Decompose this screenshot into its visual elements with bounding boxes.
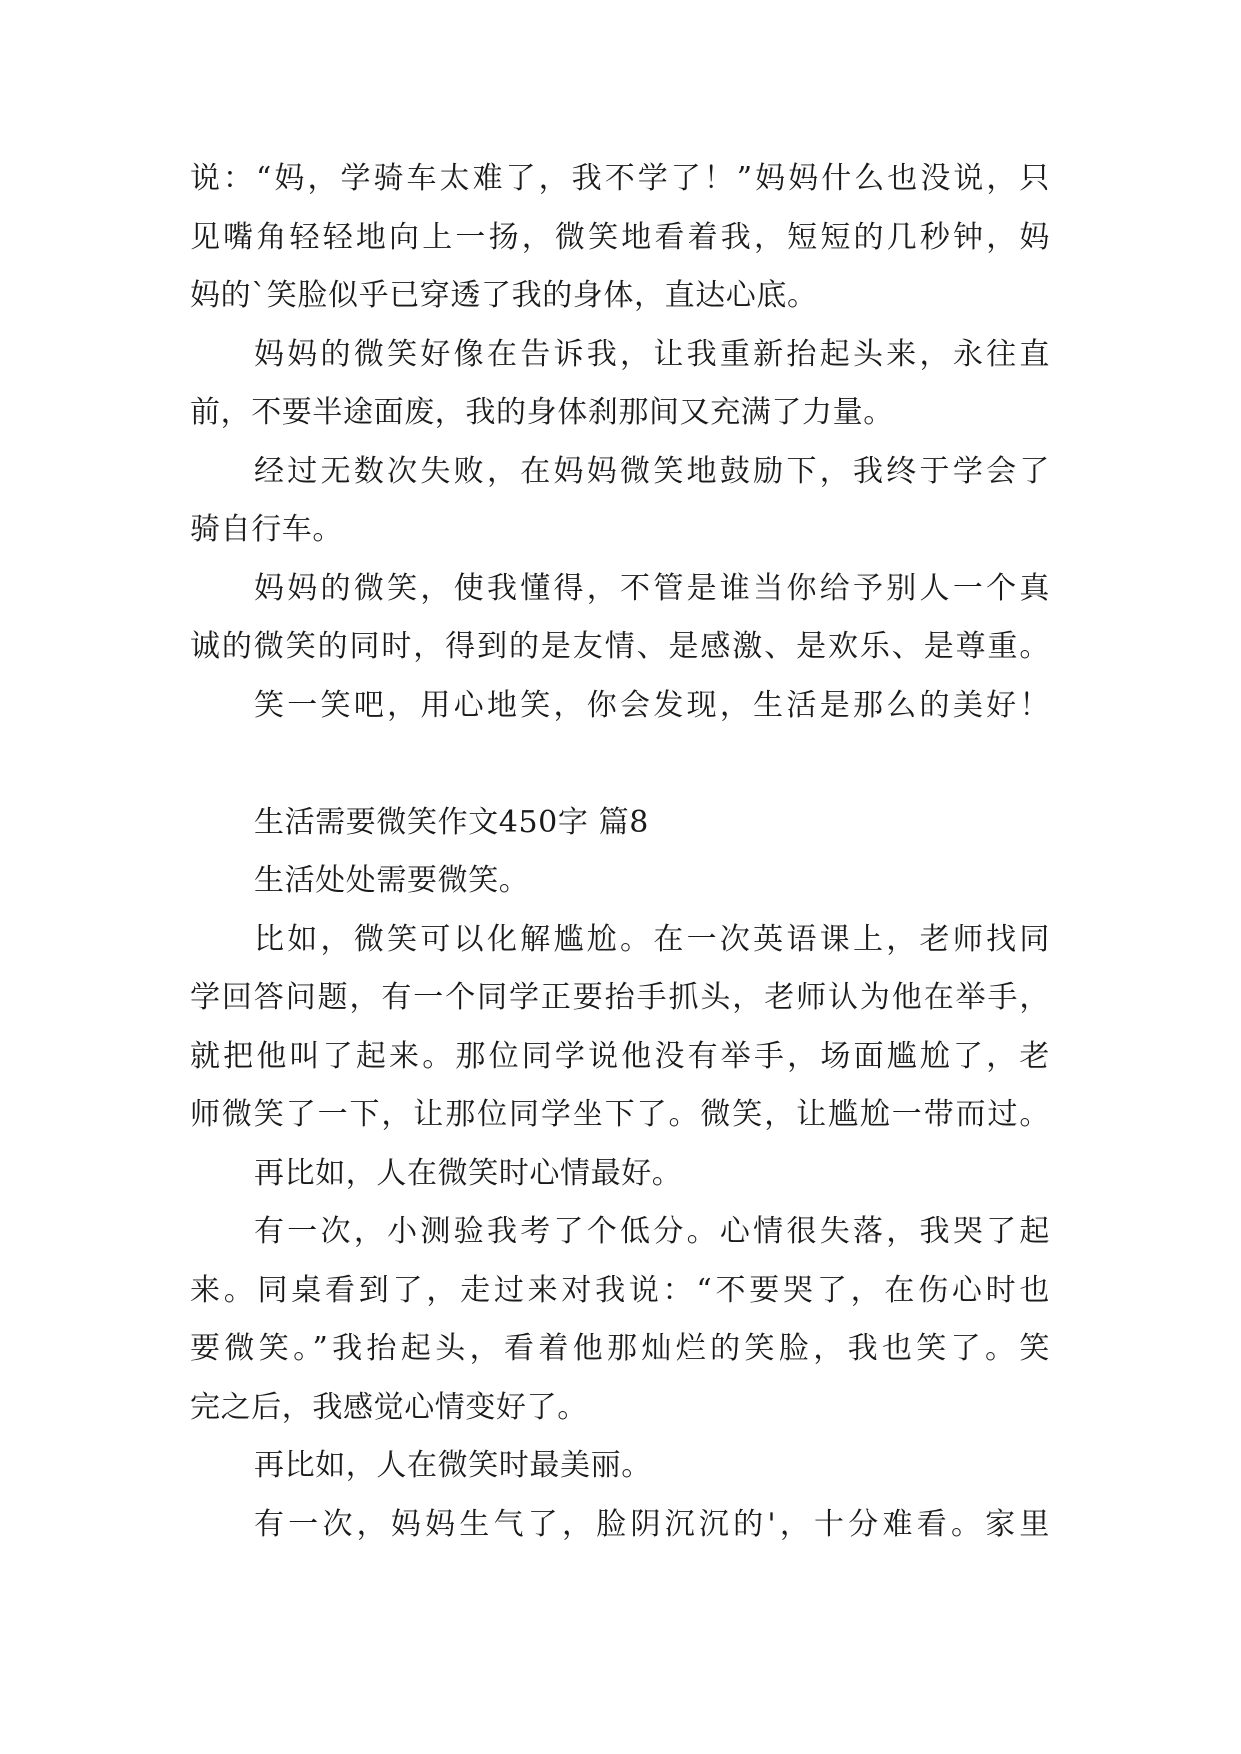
text-line: 诚的微笑的同时，得到的是友情、是感激、是欢乐、是尊重。 [190,629,1050,664]
document-page [190,150,1050,1554]
section-heading: 生活需要微笑作文450字 篇8 [254,804,649,840]
text-line: 就把他叫了起来。那位同学说他没有举手，场面尴尬了，老 [190,1038,1050,1074]
paragraph-start: 笑一笑吧，用心地笑，你会发现，生活是那么的美好！ [254,687,1050,723]
paragraph-start: 经过无数次失败，在妈妈微笑地鼓励下，我终于学会了 [254,453,1050,489]
paragraph-start: 生活处处需要微笑。 [254,863,530,898]
text-line: 师微笑了一下，让那位同学坐下了。微笑，让尴尬一带而过。 [190,1097,1050,1132]
paragraph-start: 有一次，小测验我考了个低分。心情很失落，我哭了起 [254,1214,1050,1249]
text-line: 前，不要半途面废，我的身体刹那间又充满了力量。 [190,395,894,430]
text-line: 完之后，我感觉心情变好了。 [190,1389,588,1425]
text-line: 来。同桌看到了，走过来对我说：“不要哭了，在伤心时也 [190,1272,1050,1308]
paragraph-start: 有一次，妈妈生气了，脸阴沉沉的'，十分难看。家里 [254,1506,1050,1542]
text-line: 学回答问题，有一个同学正要抬手抓头，老师认为他在举手， [190,980,1050,1015]
text-line: 妈的`笑脸似乎已穿透了我的身体，直达心底。 [190,278,818,313]
paragraph-start: 再比如，人在微笑时最美丽。 [254,1448,652,1483]
text-line: 骑自行车。 [190,512,343,547]
text-line: 说：“妈，学骑车太难了，我不学了！”妈妈什么也没说，只 [190,161,1050,196]
text-line: 见嘴角轻轻地向上一扬，微笑地看着我，短短的几秒钟，妈 [190,219,1050,255]
paragraph-start: 再比如，人在微笑时心情最好。 [254,1155,683,1191]
blank-line [190,735,1050,794]
text-line: 要微笑。”我抬起头，看着他那灿烂的笑脸，我也笑了。笑 [190,1331,1050,1366]
paragraph-start: 妈妈的微笑好像在告诉我，让我重新抬起头来，永往直 [254,336,1050,372]
paragraph-start: 比如，微笑可以化解尴尬。在一次英语课上，老师找同 [254,921,1050,957]
paragraph-start: 妈妈的微笑，使我懂得，不管是谁当你给予别人一个真 [254,570,1050,606]
